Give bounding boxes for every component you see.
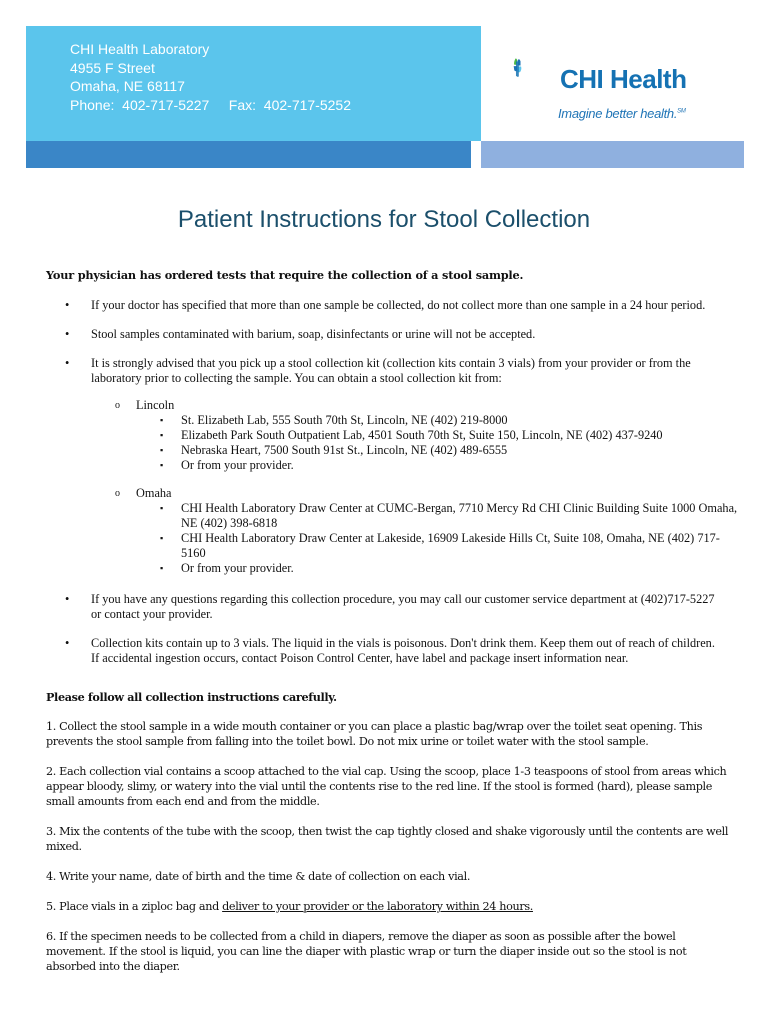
step-3: 3. Mix the contents of the tube with the scoop, then twist the cap tightly closed and shake vigorously until the contents are well mixed.: [46, 825, 729, 853]
step-4: 4. Write your name, date of birth and the time & date of collection on each vial.: [46, 870, 471, 883]
header-bar-dark: [26, 141, 471, 168]
bullet-item: • Collection kits contain up to 3 vials. The liquid in the vials is poisonous. Don't drink them. Keep them out of reach of children. If accidental ingestion occurs, contact Poison Control Center, have label and package insert information near.: [65, 636, 715, 665]
lab-phone-fax: Phone: 402-717-5227 Fax: 402-717-5252: [70, 96, 351, 113]
instruction-bullets: [46, 298, 738, 680]
deliver-note: deliver to your provider or the laboratory within 24 hours.: [222, 900, 533, 913]
lab-address: [70, 40, 351, 114]
page-title: Patient Instructions for Stool Collection: [177, 206, 591, 233]
bullet-item: • It is strongly advised that you pick up a stool collection kit (collection kits contain 3 vials) from your provider or from the laboratory prior to collecting the sample. You can obtain a stool collection kit from:: [65, 356, 691, 385]
steps-heading: Please follow all collection instructions carefully.: [46, 690, 337, 704]
service-mark: SM: [677, 108, 686, 115]
bullet-item: • If your doctor has specified that more than one sample be collected, do not collect more than one sample in a 24 hour period.: [65, 298, 706, 312]
lab-name: CHI Health Laboratory: [70, 41, 210, 57]
logo-tagline: [558, 106, 686, 121]
list-item: ▪ Elizabeth Park South Outpatient Lab, 4501 South 70th St, Suite 150, Lincoln, NE (402) 437-9240: [160, 428, 663, 442]
lab-city: Omaha, NE 68117: [70, 78, 185, 94]
header-bar-light: [481, 141, 744, 168]
list-item: ▪ CHI Health Laboratory Draw Center at CUMC-Bergan, 7710 Mercy Rd CHI Clinic Building Suite 1000 Omaha, NE (402) 398-6818: [160, 501, 738, 530]
step-6: 6. If the specimen needs to be collected from a child in diapers, remove the diaper as soon as possible after the bowel movement. If the stool is liquid, you can line the diaper with plastic wrap or turn the diaper inside out so the stool is not absorbed into the diaper.: [46, 930, 687, 973]
list-item: ▪ St. Elizabeth Lab, 555 South 70th St, Lincoln, NE (402) 219-8000: [160, 413, 508, 427]
step-1: 1. Collect the stool sample in a wide mouth container or you can place a plastic bag/wrap over the toilet seat opening. This prevents the stool sample from falling into the toilet bowl. Do not mix urine or toilet water with the stool sample.: [46, 720, 703, 748]
list-item: ▪ CHI Health Laboratory Draw Center at Lakeside, 16909 Lakeside Hills Ct, Suite 108, Omaha, NE (402) 717-5160: [160, 531, 720, 560]
tagline-text: Imagine better health.: [558, 106, 678, 121]
list-item: ▪ Or from your provider.: [160, 561, 294, 575]
bullet-item: • Stool samples contaminated with barium, soap, disinfectants or urine will not be accepted.: [65, 327, 536, 341]
chi-health-cross-icon: [512, 40, 562, 95]
location-lincoln: o Lincoln: [115, 398, 175, 412]
intro-text: Your physician has ordered tests that require the collection of a stool sample.: [46, 268, 524, 282]
list-item: ▪ Nebraska Heart, 7500 South 91st St., Lincoln, NE (402) 489-6555: [160, 443, 508, 457]
bullet-item: • If you have any questions regarding this collection procedure, you may call our customer service department at (402)717-5227 or contact your provider.: [65, 592, 715, 621]
step-2: 2. Each collection vial contains a scoop attached to the vial cap. Using the scoop, place 1-3 teaspoons of stool from areas which appear bloody, slimy, or watery into the vial until the contents rise to the red line. If the stool is formed (hard), please sample small amounts from each end and from the middle.: [46, 765, 727, 808]
collection-steps: [46, 690, 736, 989]
logo-wordmark: CHI Health: [560, 64, 687, 94]
lab-street: 4955 F Street: [70, 59, 155, 76]
step-5: 5. Place vials in a ziploc bag and deliver to your provider or the laboratory within 24 hours.: [46, 900, 533, 913]
location-omaha: o Omaha: [115, 486, 172, 500]
list-item: ▪ Or from your provider.: [160, 458, 294, 472]
